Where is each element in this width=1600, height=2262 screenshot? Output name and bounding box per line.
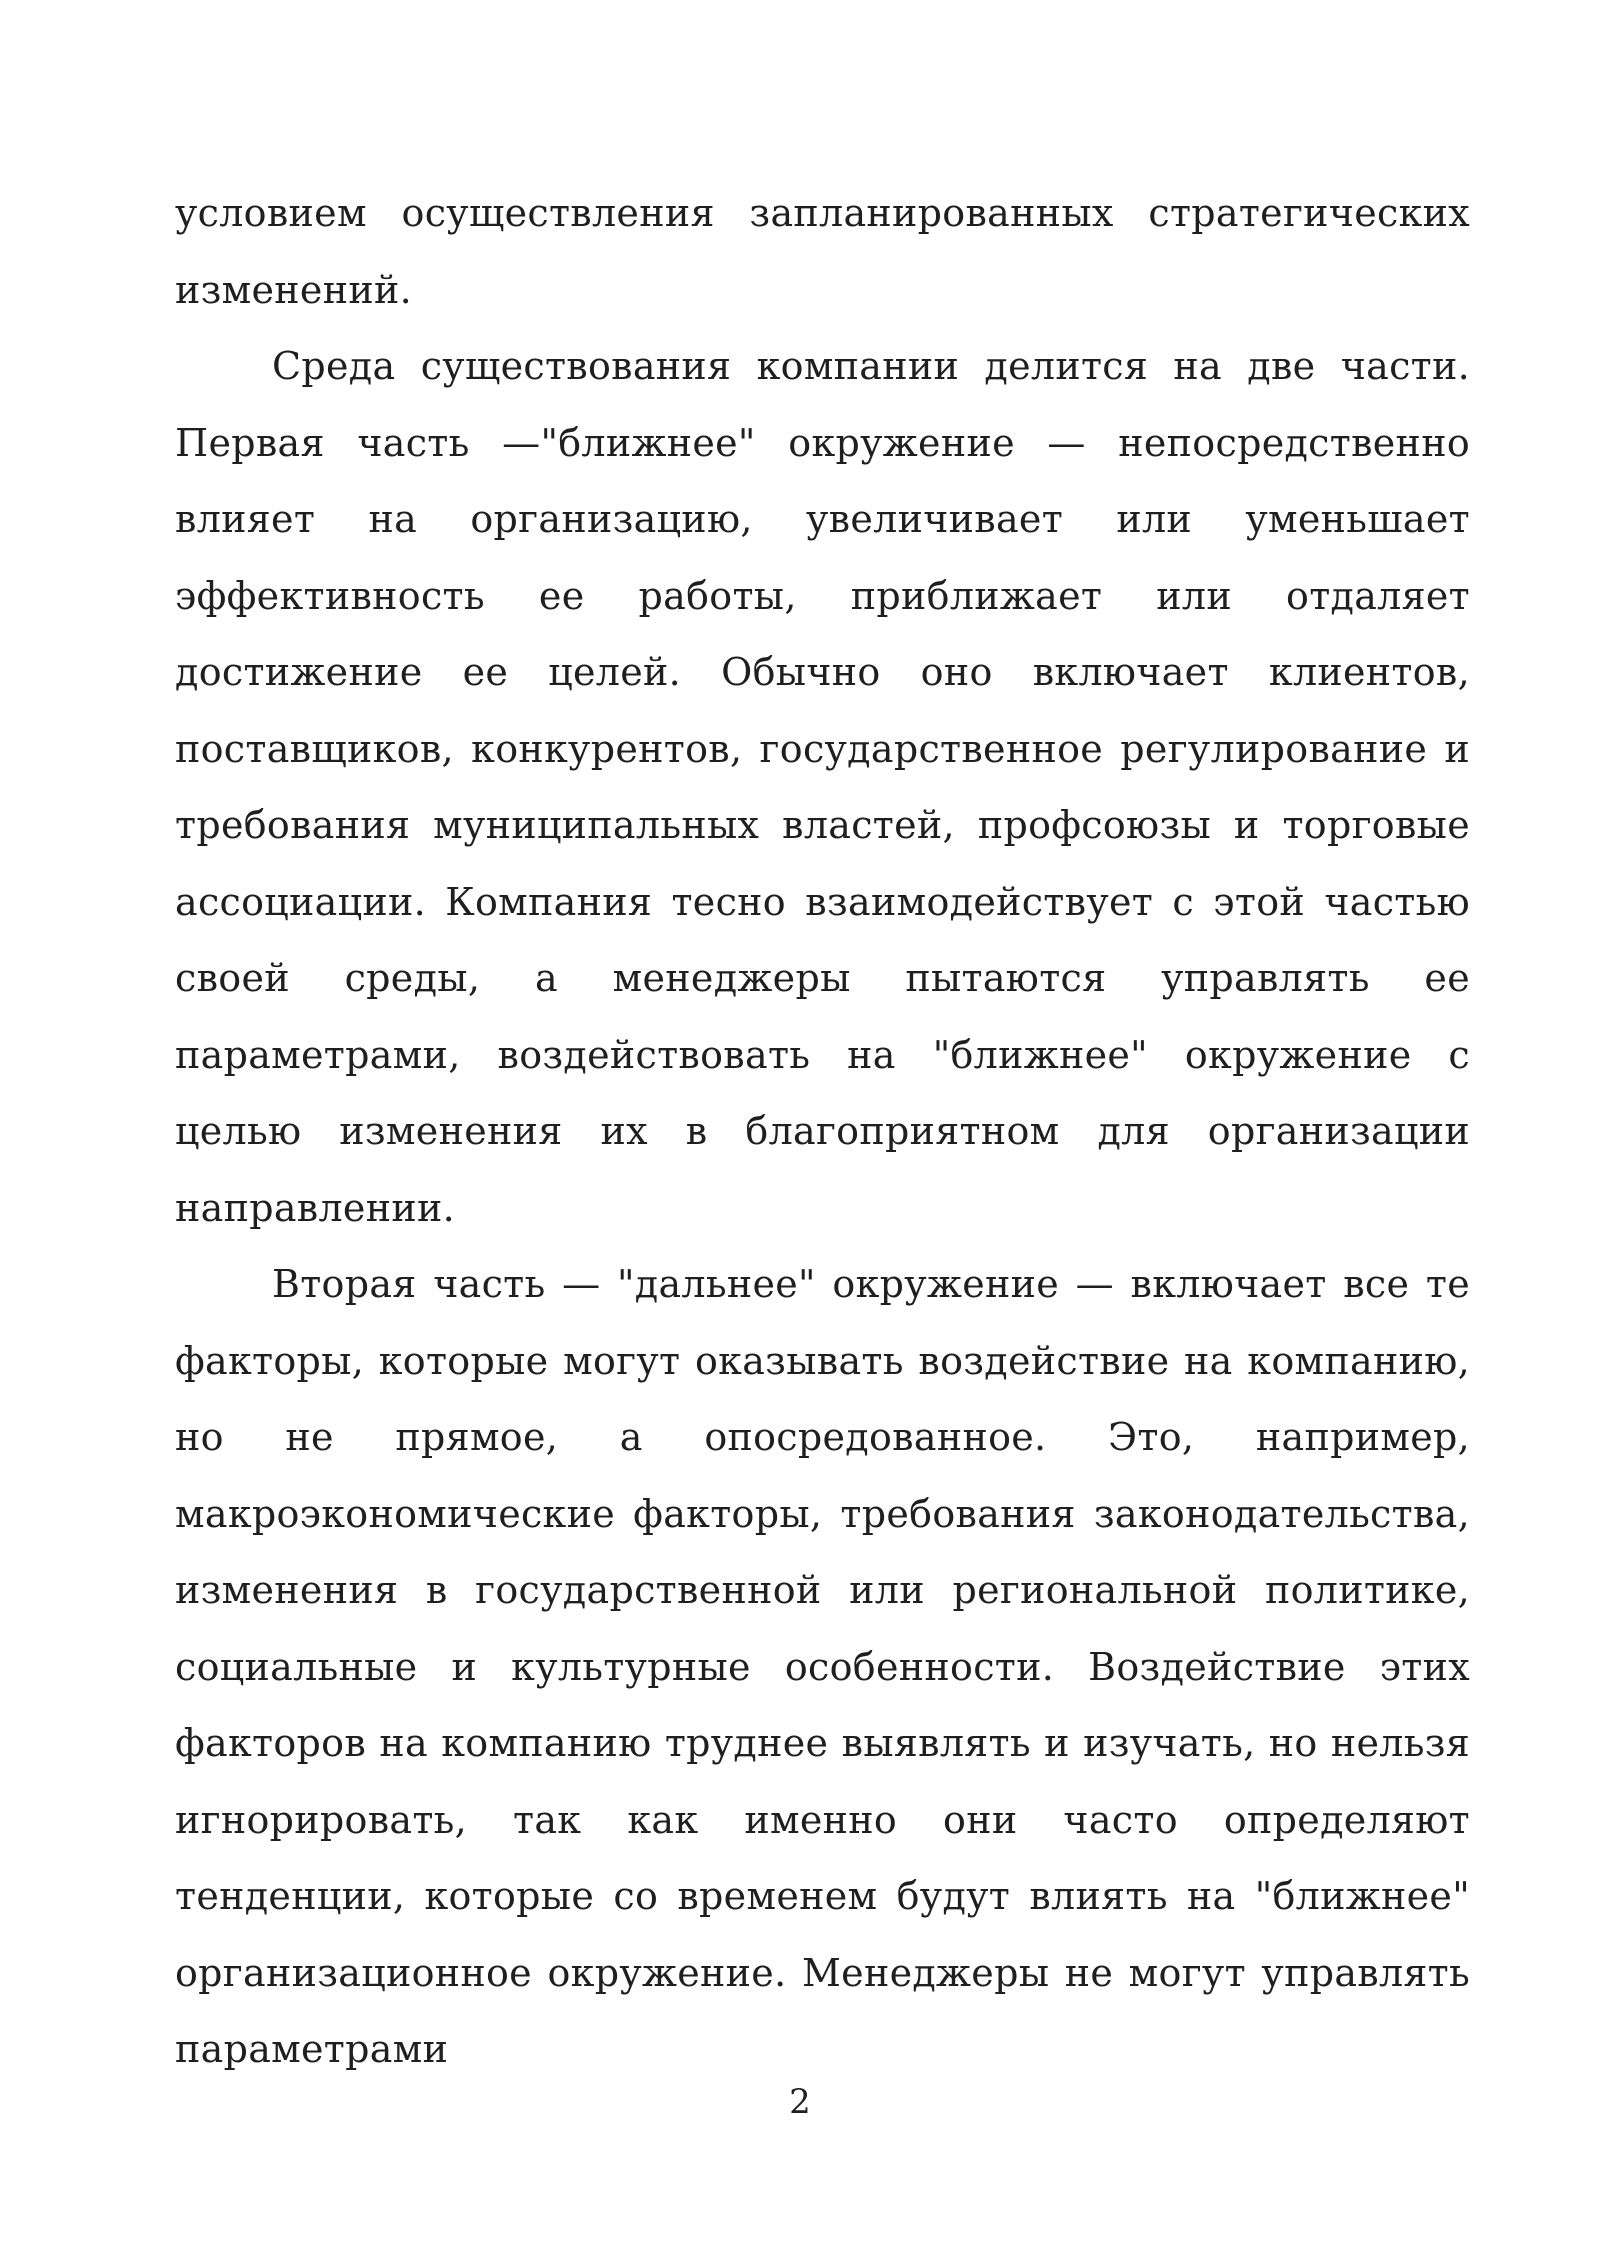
paragraph-continuation: условием осуществления запланированных стратегических изменений. [175,191,1470,312]
paragraph-near-environment: Среда существования компании делится на две части. Первая часть —"ближнее" окружение — непосредственно влияет на организацию, увеличивает или уменьшает эффективность ее работы, приближает или отдаляет достижение ее целей. Обычно оно включает клиентов, поставщиков, конкурентов, государственное регулирование и требования муниципальных властей, профсоюзы и торговые ассоциации. Компания тесно взаимодействует с этой частью своей среды, а менеджеры пытаются управлять ее параметрами, воздействовать на "ближнее" окружение с целью изменения их в благоприятном для организации направлении. [175,344,1470,1230]
body-text [175,175,1470,2088]
paragraph-far-environment: Вторая часть — "дальнее" окружение — включает все те факторы, которые могут оказывать воздействие на компанию, но не прямое, а опосредованное. Это, например, макроэкономические факторы, требования законодательства, изменения в государственной или региональной политике, социальные и культурные особенности. Воздействие этих факторов на компанию труднее выявлять и изучать, но нельзя игнорировать, так как именно они часто определяют тенденции, которые со временем будут влиять на "ближнее" организационное окружение. Менеджеры не могут управлять параметрами [175,1262,1470,2071]
page-number: 2 [789,2082,811,2122]
